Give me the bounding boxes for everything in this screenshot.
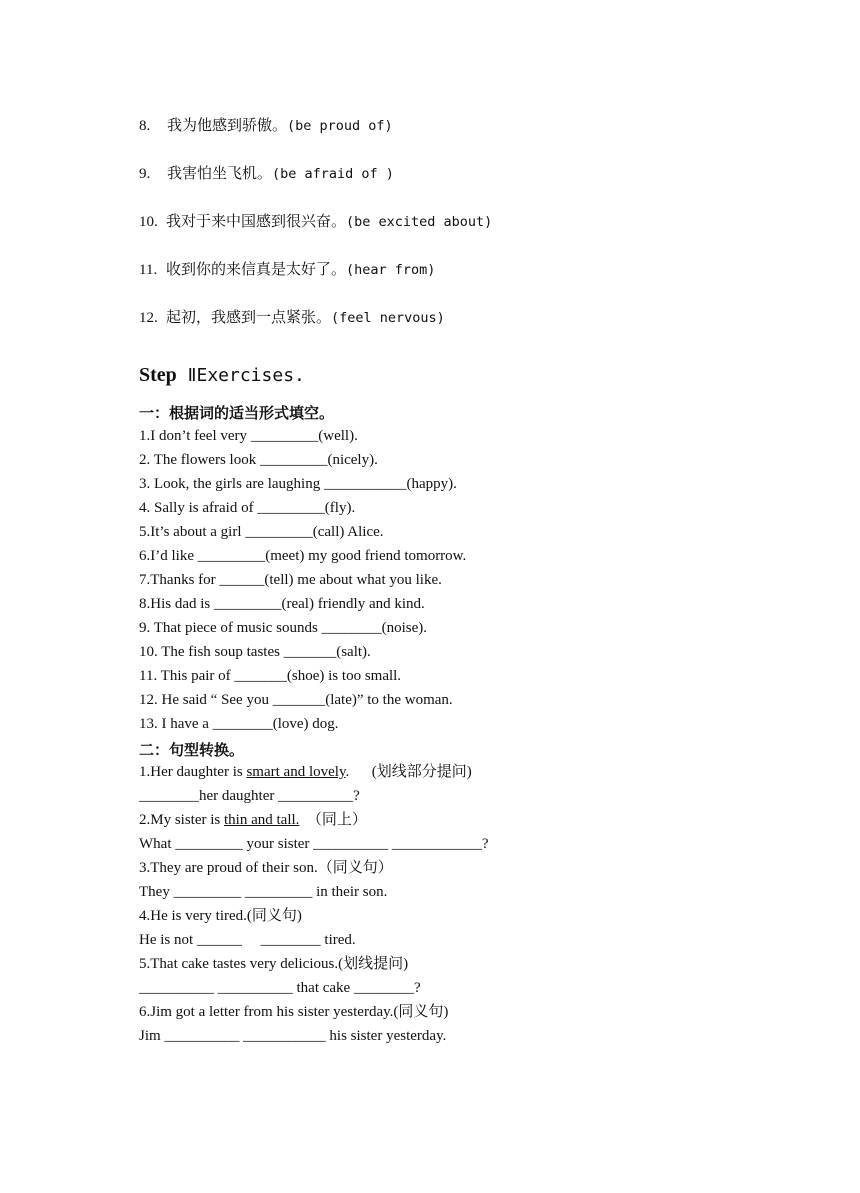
transform-answer-6: Jim __________ ___________ his sister yesterday. xyxy=(139,1028,447,1044)
exercise-item: 8.His dad is _________(real) friendly and kind. xyxy=(139,596,425,612)
exercise-item: 2. The flowers look _________(nicely). xyxy=(139,452,378,468)
transform-question-1: 1.Her daughter is smart and lovely. (划线部分提问) xyxy=(139,764,472,780)
step-heading: Step ⅡExercises. xyxy=(139,364,305,386)
translation-item-12: 12. 起初，我感到一点紧张。(feel nervous) xyxy=(139,308,445,326)
transform-answer-4: He is not ______ ________ tired. xyxy=(139,932,356,948)
translation-item-10: 10. 我对于来中国感到很兴奋。(be excited about) xyxy=(139,212,493,230)
exercise-item: 5.It’s about a girl _________(call) Alice. xyxy=(139,524,384,540)
transform-answer-1: ________her daughter __________? xyxy=(139,788,360,804)
translation-item-9: 9. 我害怕坐飞机。(be afraid of ) xyxy=(139,164,394,182)
transform-answer-2: What _________ your sister __________ ____________? xyxy=(139,836,489,852)
exercise-item: 1.I don’t feel very _________(well). xyxy=(139,428,358,444)
section-heading-fill-in: 一：根据词的适当形式填空。 xyxy=(139,404,335,422)
underlined-phrase: thin and tall. xyxy=(224,812,300,828)
translation-item-8: 8. 我为他感到骄傲。(be proud of) xyxy=(139,116,393,134)
underlined-phrase: smart and lovely xyxy=(246,764,346,780)
exercise-item: 3. Look, the girls are laughing ___________(happy). xyxy=(139,476,457,492)
transform-question-4: 4.He is very tired.(同义句) xyxy=(139,908,302,924)
exercise-item: 11. This pair of _______(shoe) is too small. xyxy=(139,668,402,684)
transform-question-2: 2.My sister is thin and tall. （同上） xyxy=(139,812,367,828)
transform-question-5: 5.That cake tastes very delicious.(划线提问) xyxy=(139,956,409,972)
exercise-item: 10. The fish soup tastes _______(salt). xyxy=(139,644,371,660)
transform-question-6: 6.Jim got a letter from his sister yesterday.(同义句) xyxy=(139,1004,449,1020)
transform-answer-5: __________ __________ that cake ________? xyxy=(139,980,421,996)
exercise-item: 7.Thanks for ______(tell) me about what you like. xyxy=(139,572,442,588)
exercise-item: 13. I have a ________(love) dog. xyxy=(139,716,339,732)
exercise-item: 12. He said “ See you _______(late)” to the woman. xyxy=(139,692,453,708)
exercise-item: 6.I’d like _________(meet) my good friend tomorrow. xyxy=(139,548,467,564)
exercise-item: 9. That piece of music sounds ________(noise). xyxy=(139,620,428,636)
transform-question-3: 3.They are proud of their son.（同义句） xyxy=(139,860,393,876)
translation-item-11: 11. 收到你的来信真是太好了。(hear from) xyxy=(139,260,436,278)
section-heading-transform: 二：句型转换。 xyxy=(139,741,245,759)
exercise-item: 4. Sally is afraid of _________(fly). xyxy=(139,500,356,516)
transform-answer-3: They _________ _________ in their son. xyxy=(139,884,388,900)
